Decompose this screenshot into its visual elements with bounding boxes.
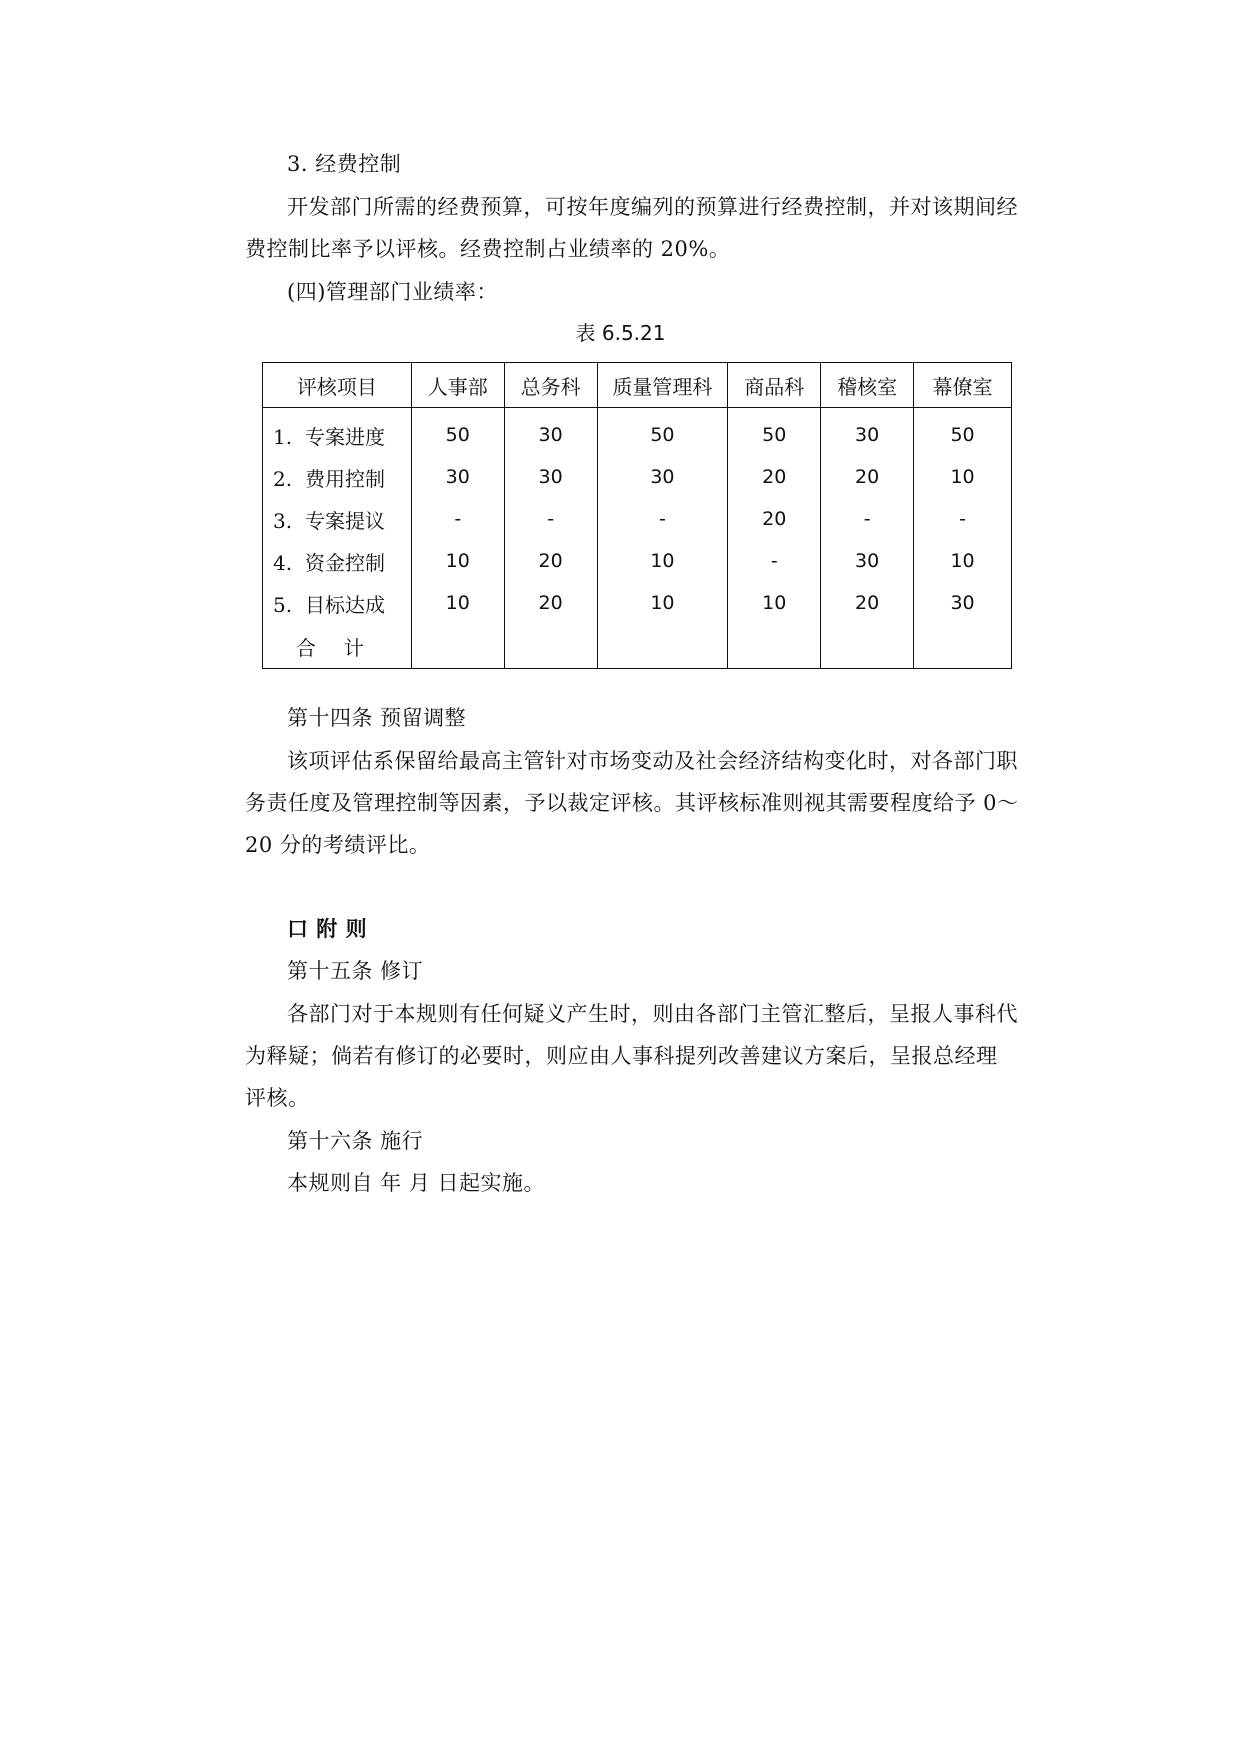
- article-15-paragraph-line3: 评核。: [245, 1086, 310, 1110]
- value-cell: -: [504, 498, 597, 540]
- item-label: 费用控制: [305, 466, 385, 491]
- header-cell: 评核项目: [263, 363, 412, 408]
- table-total-row: [263, 624, 1012, 669]
- table-caption: 表 6.5.21: [575, 321, 666, 345]
- table-row: [263, 408, 1012, 457]
- value-cell: 20: [728, 498, 821, 540]
- section-3-paragraph-line2: 费控制比率予以评核。经费控制占业绩率的 20%。: [245, 237, 731, 261]
- article-14-title: 第十四条 预留调整: [287, 706, 467, 730]
- subsection-4-heading: (四)管理部门业绩率：: [287, 280, 498, 304]
- value-cell: 10: [411, 582, 504, 624]
- item-label: 专案进度: [305, 424, 385, 449]
- item-label: 专案提议: [305, 508, 385, 533]
- header-cell: 总务科: [504, 363, 597, 408]
- value-cell: 20: [821, 456, 914, 498]
- value-cell: 50: [914, 408, 1012, 457]
- article-14-paragraph-line3: 20 分的考绩评比。: [245, 833, 431, 857]
- section-3-title: 3. 经费控制: [287, 152, 402, 176]
- value-cell: 30: [914, 582, 1012, 624]
- value-cell: 30: [821, 540, 914, 582]
- value-cell: 50: [597, 408, 728, 457]
- value-cell: 50: [728, 408, 821, 457]
- item-cell: [263, 498, 412, 540]
- item-cell: [263, 408, 412, 457]
- section-3-paragraph-line1: 开发部门所需的经费预算，可按年度编列的预算进行经费控制，并对该期间经: [287, 195, 1018, 219]
- header-cell: 稽核室: [821, 363, 914, 408]
- table-row: [263, 456, 1012, 498]
- value-cell: 20: [821, 582, 914, 624]
- value-cell: 20: [504, 582, 597, 624]
- header-cell: 质量管理科: [597, 363, 728, 408]
- total-cell: [728, 624, 821, 669]
- performance-rate-table: [262, 362, 1012, 669]
- value-cell: -: [411, 498, 504, 540]
- total-cell: [504, 624, 597, 669]
- value-cell: 30: [597, 456, 728, 498]
- table-row: [263, 540, 1012, 582]
- value-cell: 10: [914, 456, 1012, 498]
- value-cell: 30: [821, 408, 914, 457]
- value-cell: 10: [597, 540, 728, 582]
- article-15-paragraph-line2: 为释疑；倘若有修订的必要时，则应由人事科提列改善建议方案后，呈报总经理: [245, 1044, 998, 1068]
- value-cell: -: [914, 498, 1012, 540]
- value-cell: 30: [504, 456, 597, 498]
- total-cell: [597, 624, 728, 669]
- item-label: 目标达成: [305, 592, 385, 617]
- total-cell: [914, 624, 1012, 669]
- article-14-paragraph-line2: 务责任度及管理控制等因素，予以裁定评核。其评核标准则视其需要程度给予 0～: [245, 791, 1019, 815]
- article-16-title: 第十六条 施行: [287, 1129, 424, 1153]
- value-cell: 10: [411, 540, 504, 582]
- header-cell: 商品科: [728, 363, 821, 408]
- value-cell: 20: [728, 456, 821, 498]
- value-cell: 30: [411, 456, 504, 498]
- appendix-heading: 口 附 则: [287, 916, 368, 941]
- value-cell: -: [821, 498, 914, 540]
- item-number: 1.: [273, 424, 293, 449]
- article-15-paragraph-line1: 各部门对于本规则有任何疑义产生时，则由各部门主管汇整后，呈报人事科代: [287, 1002, 1018, 1026]
- value-cell: -: [728, 540, 821, 582]
- item-number: 2.: [273, 466, 293, 491]
- item-number: 3.: [273, 508, 293, 533]
- header-cell: 幕僚室: [914, 363, 1012, 408]
- article-15-title: 第十五条 修订: [287, 959, 424, 983]
- value-cell: 10: [597, 582, 728, 624]
- header-cell: 人事部: [411, 363, 504, 408]
- value-cell: 10: [914, 540, 1012, 582]
- item-cell: [263, 582, 412, 624]
- item-cell: [263, 456, 412, 498]
- table-row: [263, 582, 1012, 624]
- value-cell: 20: [504, 540, 597, 582]
- item-number: 5.: [273, 592, 293, 617]
- value-cell: -: [597, 498, 728, 540]
- value-cell: 50: [411, 408, 504, 457]
- total-cell: [411, 624, 504, 669]
- value-cell: 30: [504, 408, 597, 457]
- article-14-paragraph-line1: 该项评估系保留给最高主管针对市场变动及社会经济结构变化时，对各部门职: [287, 749, 1018, 773]
- total-cell: [821, 624, 914, 669]
- value-cell: 10: [728, 582, 821, 624]
- item-cell: [263, 540, 412, 582]
- total-label: 合计: [263, 624, 412, 669]
- table-row: [263, 498, 1012, 540]
- item-number: 4.: [273, 550, 293, 575]
- item-label: 资金控制: [305, 550, 385, 575]
- article-16-paragraph-line1: 本规则自 年 月 日起实施。: [287, 1171, 546, 1195]
- table-header-row: [263, 363, 1012, 408]
